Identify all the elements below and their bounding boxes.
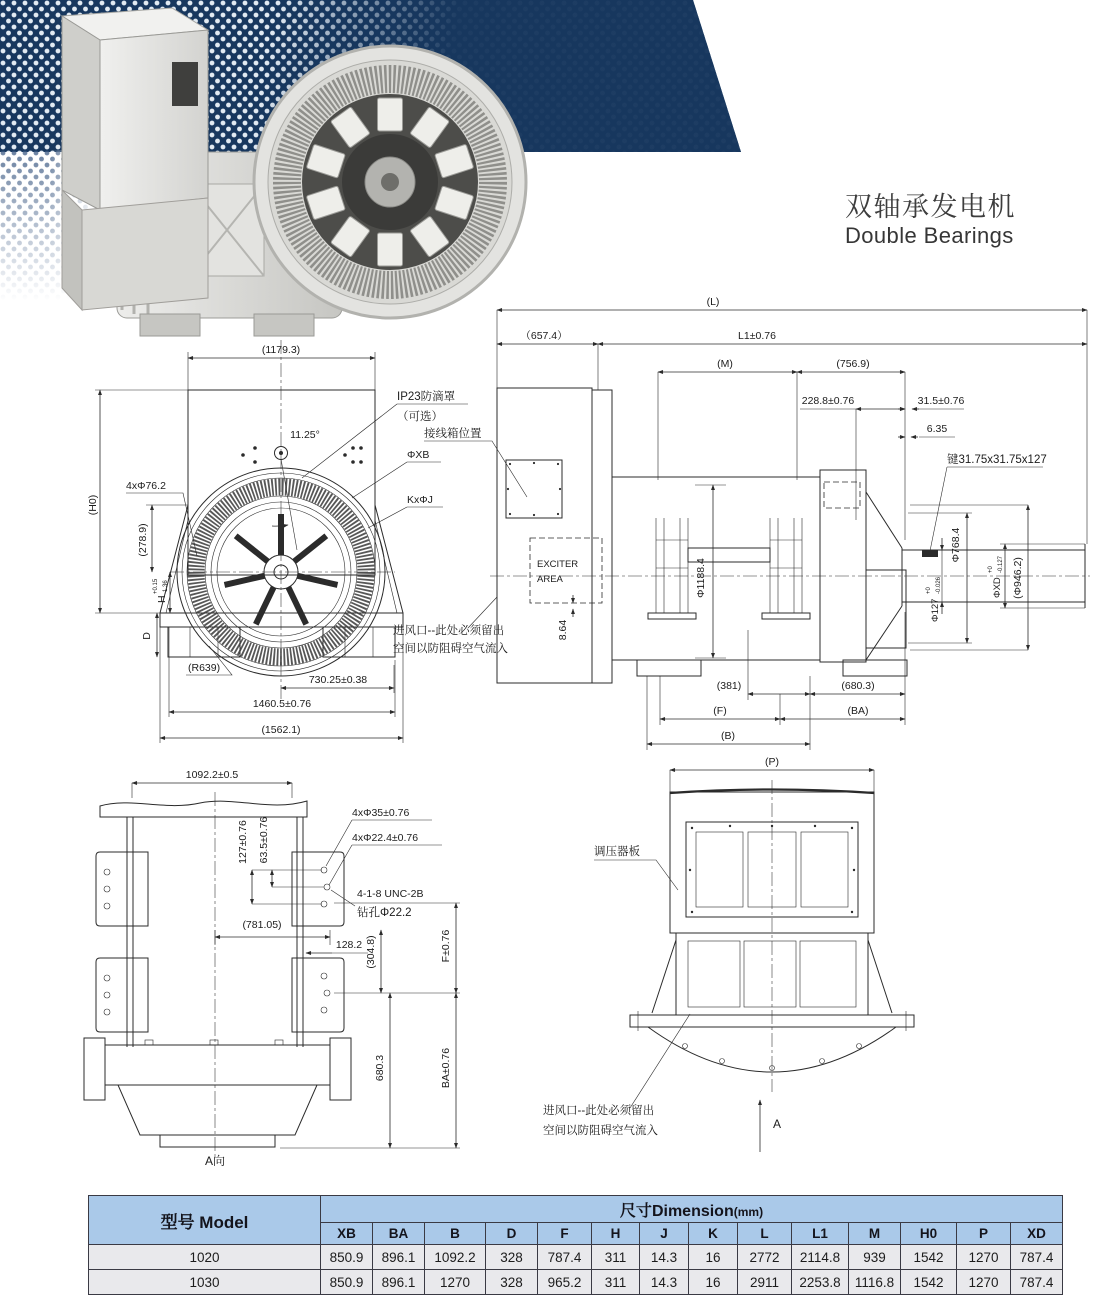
rear-arrow-label: A	[773, 1117, 782, 1131]
front-dim-278: (278.9)	[137, 523, 149, 557]
title-chinese: 双轴承发电机	[845, 192, 1016, 222]
side-dim-BA: (BA)	[847, 705, 869, 717]
col-f: F	[538, 1223, 592, 1245]
front-phi-xb: ΦXB	[407, 449, 430, 461]
xd-tol-lower: -0.127	[998, 555, 1004, 573]
front-dim-1562: (1562.1)	[261, 724, 301, 736]
cell: 1270	[425, 1270, 486, 1295]
side-dim-315: 31.5±0.76	[917, 395, 965, 407]
side-dim-381: (381)	[716, 680, 742, 692]
rotor-frame	[648, 518, 810, 619]
bottom-dim-781: (781.05)	[242, 919, 282, 931]
cell: 311	[592, 1270, 640, 1295]
phi-127-label: Φ127	[930, 598, 941, 622]
side-phi-768: Φ768.4	[950, 527, 962, 563]
xd-tol-upper: +0	[988, 566, 994, 573]
side-key-label: 键31.75x31.75x127	[947, 454, 1047, 466]
bottom-dim-F: F±0.76	[440, 929, 452, 963]
rear-air-note-2: 空间以防阻碍空气流入	[543, 1125, 658, 1137]
side-dim-F: (F)	[713, 705, 727, 717]
page-title	[845, 192, 1016, 249]
table-row	[89, 1270, 1063, 1295]
cell: 1542	[901, 1270, 957, 1295]
rear-view-drawing	[543, 756, 914, 1152]
cell: 896.1	[373, 1270, 425, 1295]
ip23-label-1: IP23防滴罩	[397, 391, 456, 403]
col-p: P	[957, 1223, 1011, 1245]
side-dim-657: （657.4）	[520, 330, 568, 342]
front-radius-label: (R639)	[188, 662, 221, 674]
model-1030: 1030	[89, 1270, 321, 1295]
front-holes-label: 4xΦ76.2	[126, 480, 166, 492]
col-l1: L1	[792, 1223, 849, 1245]
bottom-dim-BA: BA±0.76	[440, 1047, 452, 1089]
cell: 2114.8	[792, 1245, 849, 1270]
dimension-table-wrap	[88, 1195, 1062, 1295]
col-xb: XB	[321, 1223, 373, 1245]
cell: 16	[689, 1245, 738, 1270]
cell: 1116.8	[849, 1270, 901, 1295]
junction-box-label: 接线箱位置	[424, 428, 482, 440]
col-h: H	[592, 1223, 640, 1245]
dimension-table	[88, 1195, 1063, 1295]
cell: 896.1	[373, 1245, 425, 1270]
terminal-box	[62, 8, 208, 310]
bottom-dim-635: 63.5±0.76	[258, 816, 270, 864]
col-j: J	[640, 1223, 689, 1245]
h-tol-lower: -1.36	[163, 580, 169, 594]
side-dim-L1: L1±0.76	[738, 330, 776, 342]
cell: 2772	[738, 1245, 792, 1270]
side-dim-680: (680.3)	[841, 680, 875, 692]
cell: 939	[849, 1245, 901, 1270]
side-phi-127	[926, 576, 942, 622]
cell: 1092.2	[425, 1245, 486, 1270]
side-dim-L: (L)	[706, 296, 720, 308]
col-m: M	[849, 1223, 901, 1245]
side-air-note-2: 空间以防阻碍空气流入	[393, 643, 508, 655]
rear-air-note-1: 进风口--此处必须留出	[543, 1105, 655, 1117]
front-k-phi-j: KxΦJ	[407, 494, 433, 506]
fan-drum	[84, 1038, 351, 1147]
front-bolt-dots	[241, 446, 363, 464]
bottom-unc: 4-1-8 UNC-2B	[357, 888, 424, 900]
front-dim-1460: 1460.5±0.76	[252, 698, 312, 710]
cell: 1270	[957, 1270, 1011, 1295]
front-dim-h0: (H0)	[87, 494, 99, 516]
front-angle: 11.25°	[290, 429, 320, 441]
cell: 965.2	[538, 1270, 592, 1295]
bottom-dim-1092: 1092.2±0.5	[185, 769, 239, 781]
d127-tol-upper: +0	[926, 587, 932, 594]
phi-xd-label: ΦXD	[992, 577, 1003, 598]
exciter-area-1: EXCITER	[537, 559, 579, 570]
table-row	[89, 1245, 1063, 1270]
side-phi-946: (Φ946.2)	[1012, 557, 1024, 599]
front-dim-d: D	[141, 632, 153, 640]
bottom-dim-1282: 128.2	[335, 939, 363, 951]
exciter-area-2: AREA	[537, 574, 563, 585]
cell: 16	[689, 1270, 738, 1295]
cell: 1542	[901, 1245, 957, 1270]
bottom-dim-6803: 680.3	[374, 1054, 386, 1082]
regulator-label: 调压器板	[594, 846, 640, 858]
bottom-dim-127: 127±0.76	[237, 820, 249, 864]
col-k: K	[689, 1223, 738, 1245]
h-label: H	[156, 595, 168, 603]
cell: 14.3	[640, 1270, 689, 1295]
side-dim-756: (756.9)	[836, 358, 870, 370]
front-dim-730: 730.25±0.38	[308, 674, 368, 686]
cell: 787.4	[1011, 1245, 1063, 1270]
cell: 787.4	[1011, 1270, 1063, 1295]
col-xd: XD	[1011, 1223, 1063, 1245]
cell: 328	[486, 1245, 538, 1270]
col-h0: H0	[901, 1223, 957, 1245]
bottom-holes-35: 4xΦ35±0.76	[352, 807, 410, 819]
col-ba: BA	[373, 1223, 425, 1245]
h-tol-upper: +0.15	[153, 578, 159, 594]
title-english: Double Bearings	[845, 223, 1014, 249]
side-dim-864: 8.64	[557, 619, 569, 641]
bottom-holes-224: 4xΦ22.4±0.76	[352, 832, 419, 844]
rear-dim-P: (P)	[765, 756, 779, 768]
cell: 850.9	[321, 1245, 373, 1270]
cell: 2253.8	[792, 1270, 849, 1295]
ip23-label-2: （可选）	[397, 411, 443, 423]
cell: 1270	[957, 1245, 1011, 1270]
bottom-drill: 钻孔Φ22.2	[357, 907, 412, 919]
dim-header-zh: 尺寸	[619, 1202, 652, 1220]
col-l: L	[738, 1223, 792, 1245]
technical-drawings	[0, 290, 1095, 1180]
col-d: D	[486, 1223, 538, 1245]
side-dim-635: 6.35	[926, 423, 948, 435]
model-1020: 1020	[89, 1245, 321, 1270]
col-b: B	[425, 1223, 486, 1245]
side-air-note-1: 进风口--此处必须留出	[393, 625, 505, 637]
model-header: 型号 Model	[89, 1196, 321, 1245]
bottom-dim-3048: (304.8)	[365, 935, 377, 969]
dimension-header	[321, 1196, 1063, 1223]
cell: 787.4	[538, 1245, 592, 1270]
cell: 328	[486, 1270, 538, 1295]
side-dim-228: 228.8±0.76	[801, 395, 855, 407]
front-view-drawing	[87, 340, 527, 743]
cell: 311	[592, 1245, 640, 1270]
side-dim-B: (B)	[721, 730, 735, 742]
side-phi-1188: Φ1188.4	[695, 558, 707, 598]
front-dim-h-tol	[153, 578, 169, 603]
junction-box-bolts	[507, 462, 561, 516]
side-phi-xd	[988, 555, 1004, 598]
cell: 850.9	[321, 1270, 373, 1295]
dim-header-unit: (mm)	[733, 1204, 764, 1219]
d127-tol-lower: -0.026	[936, 576, 942, 594]
side-dim-M: (M)	[717, 358, 733, 370]
bottom-view-drawing	[84, 769, 460, 1168]
bottom-view-label: A向	[204, 1154, 226, 1168]
generator-end-ring	[254, 46, 526, 318]
cell: 2911	[738, 1270, 792, 1295]
front-dim-width: (1179.3)	[261, 344, 301, 356]
dim-header-en: Dimension	[651, 1202, 734, 1220]
cell: 14.3	[640, 1245, 689, 1270]
side-view-drawing	[393, 296, 1090, 750]
